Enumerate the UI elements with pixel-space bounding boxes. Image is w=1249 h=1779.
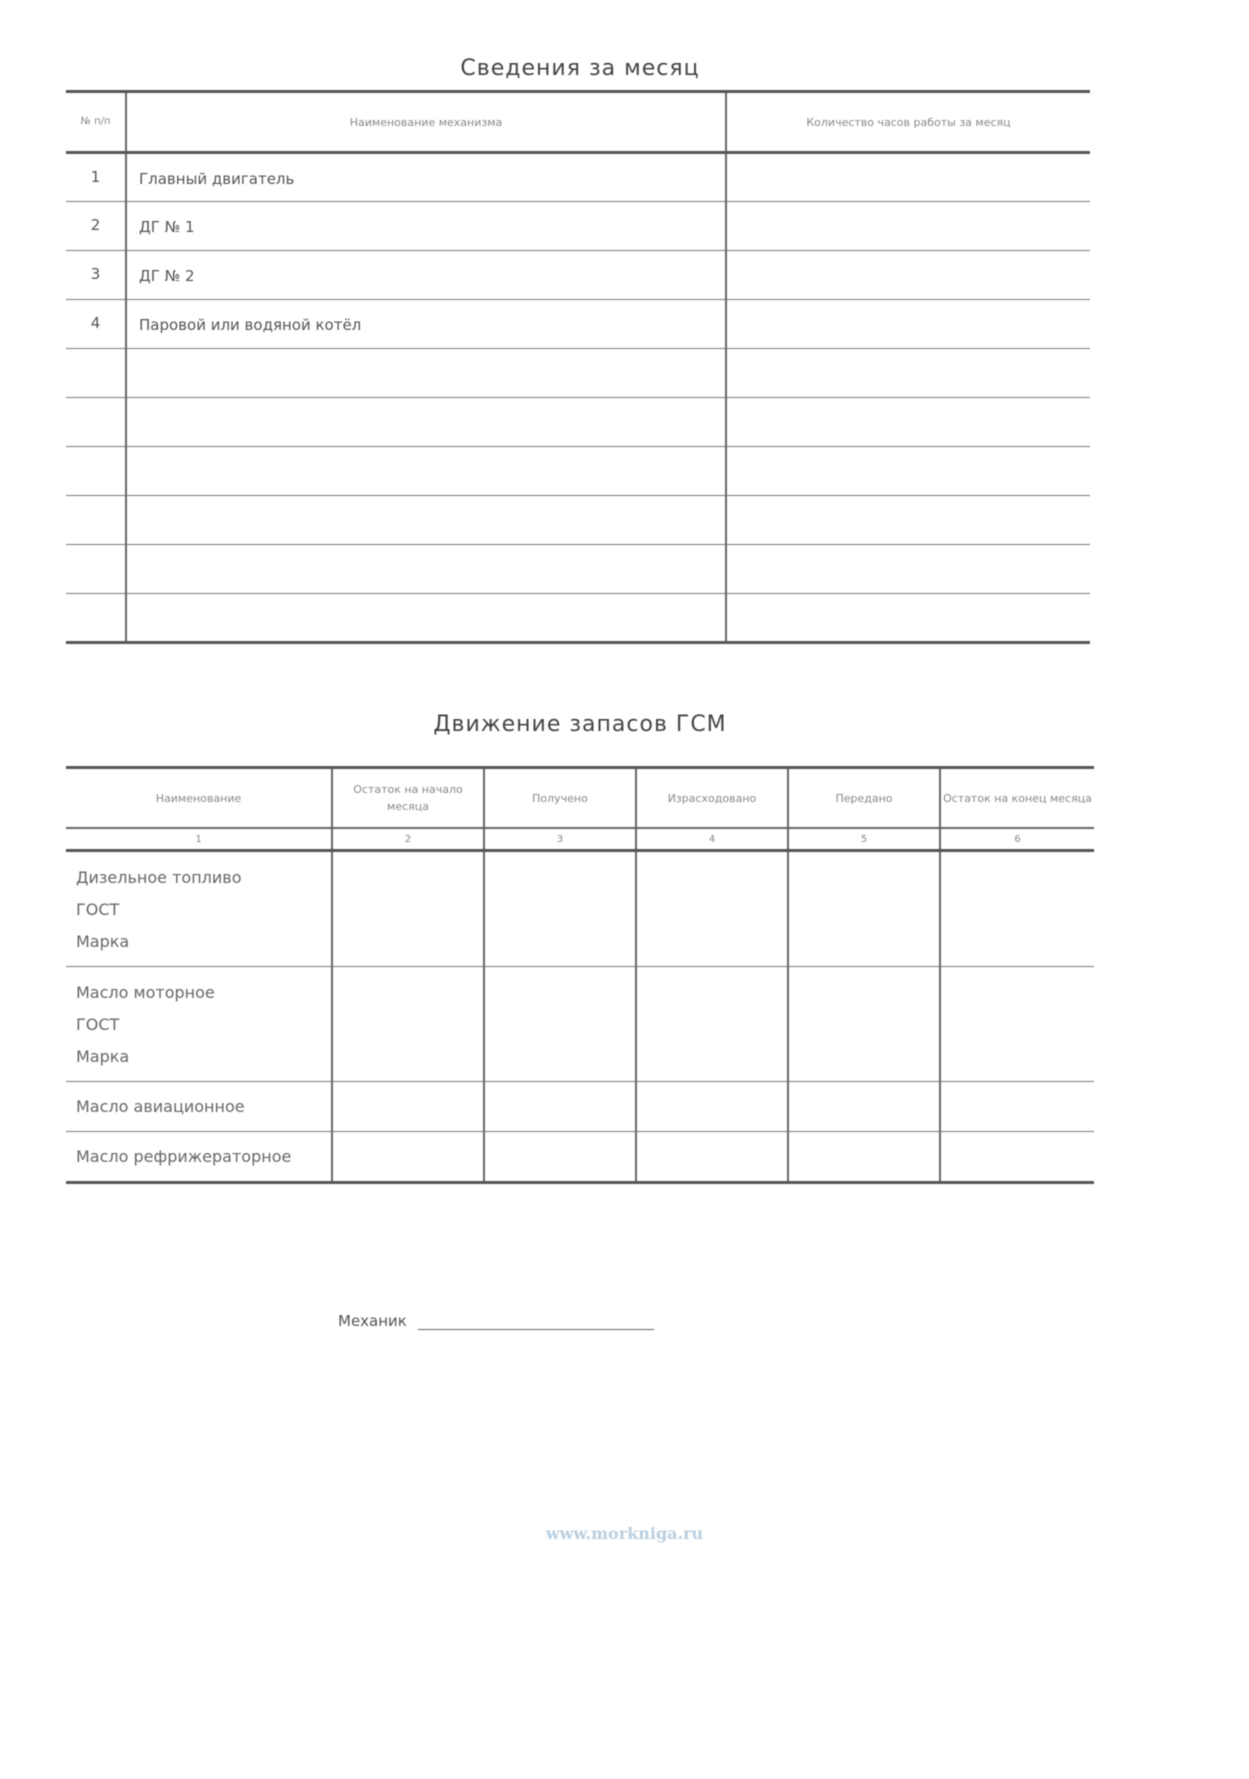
value-cell[interactable] — [484, 851, 636, 967]
empty-cell[interactable] — [726, 349, 1090, 398]
value-cell[interactable] — [636, 851, 788, 967]
value-cell[interactable] — [484, 1082, 636, 1132]
empty-cell[interactable] — [726, 447, 1090, 496]
fuel-name: Масло рефрижераторное — [66, 1132, 332, 1183]
section2-title: Движение запасов ГСМ — [433, 712, 727, 737]
value-cell[interactable] — [332, 1082, 484, 1132]
column-number: 1 — [66, 828, 332, 851]
hours-cell[interactable] — [726, 153, 1090, 202]
empty-cell[interactable] — [66, 398, 126, 447]
empty-cell[interactable] — [66, 447, 126, 496]
column-number: 3 — [484, 828, 636, 851]
table-row — [66, 251, 1090, 300]
mechanic-signature — [338, 1312, 654, 1330]
section1-title: Сведения за месяц — [460, 56, 700, 81]
empty-cell[interactable] — [726, 398, 1090, 447]
fuel-label — [66, 851, 332, 967]
value-cell[interactable] — [940, 967, 1094, 1082]
empty-cell[interactable] — [126, 349, 726, 398]
value-cell[interactable] — [332, 1132, 484, 1183]
column-number: 4 — [636, 828, 788, 851]
empty-cell[interactable] — [726, 496, 1090, 545]
empty-row — [66, 447, 1090, 496]
row-number: 1 — [66, 153, 126, 202]
value-cell[interactable] — [788, 1082, 940, 1132]
fuel-grade: Марка — [76, 932, 130, 951]
empty-cell[interactable] — [726, 594, 1090, 643]
table-row — [66, 300, 1090, 349]
empty-cell[interactable] — [126, 398, 726, 447]
empty-row — [66, 349, 1090, 398]
fuel-name: Дизельное топливо — [76, 868, 242, 887]
table-row — [66, 202, 1090, 251]
empty-cell[interactable] — [126, 594, 726, 643]
header-hours: Количество часов работы за месяц — [726, 92, 1090, 153]
value-cell[interactable] — [636, 1132, 788, 1183]
empty-cell[interactable] — [66, 594, 126, 643]
row-number: 3 — [66, 251, 126, 300]
fuel-label — [66, 967, 332, 1082]
value-cell[interactable] — [788, 967, 940, 1082]
watermark: www.morkniga.ru — [545, 1524, 704, 1543]
empty-row — [66, 594, 1090, 643]
value-cell[interactable] — [788, 1132, 940, 1183]
value-cell[interactable] — [332, 851, 484, 967]
value-cell[interactable] — [636, 967, 788, 1082]
column-number: 5 — [788, 828, 940, 851]
fuel-name: Масло авиационное — [66, 1082, 332, 1132]
table-row — [66, 1132, 1094, 1183]
mechanic-label: Механик — [338, 1312, 407, 1330]
empty-row — [66, 398, 1090, 447]
column-number: 2 — [332, 828, 484, 851]
header-consumed: Израсходовано — [636, 768, 788, 829]
value-cell[interactable] — [484, 967, 636, 1082]
empty-row — [66, 496, 1090, 545]
hours-cell[interactable] — [726, 202, 1090, 251]
header-transferred: Передано — [788, 768, 940, 829]
mechanism-name: Паровой или водяной котёл — [126, 300, 726, 349]
fuel-grade: Марка — [76, 1047, 130, 1066]
row-number: 4 — [66, 300, 126, 349]
fuel-name: Масло моторное — [76, 983, 215, 1002]
signature-line[interactable] — [418, 1315, 654, 1330]
table-row — [66, 851, 1094, 967]
header-mechanism-name: Наименование механизма — [126, 92, 726, 153]
value-cell[interactable] — [484, 1132, 636, 1183]
empty-cell[interactable] — [126, 496, 726, 545]
value-cell[interactable] — [940, 1132, 1094, 1183]
empty-cell[interactable] — [726, 545, 1090, 594]
fuel-movement-table — [66, 766, 1094, 1184]
value-cell[interactable] — [332, 967, 484, 1082]
column-number: 6 — [940, 828, 1094, 851]
table-row — [66, 1082, 1094, 1132]
empty-cell[interactable] — [126, 447, 726, 496]
header-received: Получено — [484, 768, 636, 829]
table-row — [66, 153, 1090, 202]
header-num: № п/п — [66, 92, 126, 153]
empty-cell[interactable] — [126, 545, 726, 594]
fuel-standard: ГОСТ — [76, 900, 120, 919]
empty-row — [66, 545, 1090, 594]
value-cell[interactable] — [940, 851, 1094, 967]
mechanism-name: ДГ № 1 — [126, 202, 726, 251]
fuel-standard: ГОСТ — [76, 1015, 120, 1034]
value-cell[interactable] — [788, 851, 940, 967]
empty-cell[interactable] — [66, 349, 126, 398]
header-start-balance: Остаток на начало месяца — [332, 768, 484, 829]
value-cell[interactable] — [940, 1082, 1094, 1132]
mechanism-name: ДГ № 2 — [126, 251, 726, 300]
empty-cell[interactable] — [66, 496, 126, 545]
hours-cell[interactable] — [726, 300, 1090, 349]
empty-cell[interactable] — [66, 545, 126, 594]
header-end-balance: Остаток на конец месяца — [940, 768, 1094, 829]
mechanism-name: Главный двигатель — [126, 153, 726, 202]
monthly-info-table — [66, 90, 1090, 644]
table-row — [66, 967, 1094, 1082]
header-name: Наименование — [66, 768, 332, 829]
value-cell[interactable] — [636, 1082, 788, 1132]
row-number: 2 — [66, 202, 126, 251]
hours-cell[interactable] — [726, 251, 1090, 300]
